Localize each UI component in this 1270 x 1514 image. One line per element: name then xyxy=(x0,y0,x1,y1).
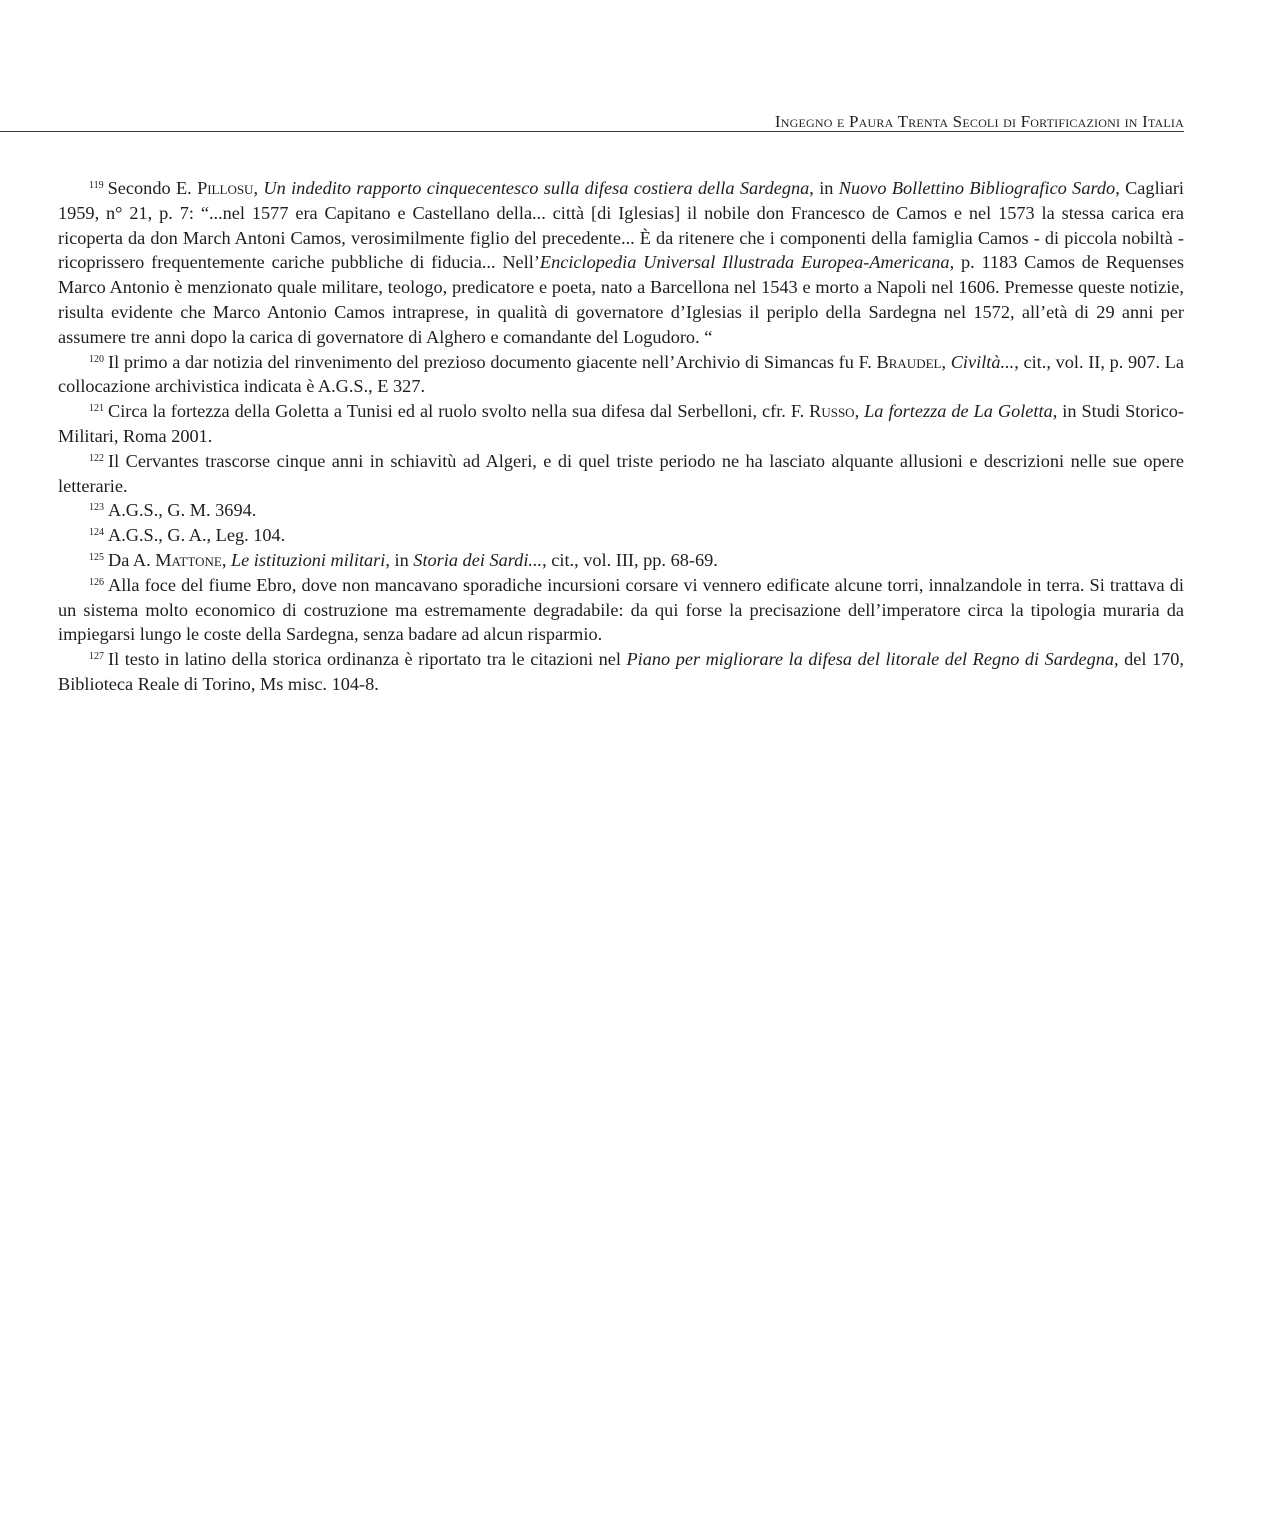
footnote-text: , p. 1183 Camos de Requenses Marco Antonio è menzionato quale militare, teologo, predicatore e poeta, nato a Barcellona nel 1543 e morto a Napoli nel 1606. Premesse queste notizie, risulta evidente che Marco Antonio Camos intraprese, in qualità di governatore d’Iglesias il periplo della Sardegna nel 1572, all’età di 29 anni per assumere tre anni dopo la carica di governatore di Alghero e comandante del Logudoro. “ xyxy=(58,252,1184,347)
footnote-text: , cit., vol. III, pp. 68-69. xyxy=(542,549,718,570)
author-name: Pillosu xyxy=(197,178,254,198)
footnote-120 xyxy=(58,350,1184,400)
footnote-number: 123 xyxy=(89,502,104,514)
footnote-number: 124 xyxy=(89,527,104,539)
footnote-125 xyxy=(58,548,1184,573)
work-title: Enciclopedia Universal Illustrada Europea-Americana xyxy=(539,252,950,273)
footnote-121 xyxy=(58,399,1184,449)
footnote-text: Il Cervantes trascorse cinque anni in schiavitù ad Algeri, e di quel triste periodo ne ha lasciato alquante allusioni e descrizioni nelle sue opere letterarie. xyxy=(58,450,1184,496)
footnote-text: Circa la fortezza della Goletta a Tunisi ed al ruolo svolto nella sua difesa dal Serbelloni, cfr. F. xyxy=(108,401,810,422)
work-title: Le istituzioni militari xyxy=(230,549,386,570)
footnote-text: Secondo E. xyxy=(107,178,198,198)
footnote-text: Da A. xyxy=(108,549,156,570)
footnote-text: , in xyxy=(385,549,414,570)
footnote-text: , in xyxy=(809,178,839,198)
footnote-text: , del 170, Biblioteca Reale di Torino, Ms misc. 104-8. xyxy=(58,649,1184,694)
footnote-text: Alla foce del fiume Ebro, dove non mancavano sporadiche incursioni corsare vi vennero edificate alcune torri, innalzandole in terra. Si trattava di un sistema molto economico di costruzione ma estremamente degradabile: da qui forse la precisazione dell’imperatore circa la tipologia muraria da impiegarsi lungo le coste della Sardegna, senza badare ad alcun risparmio. xyxy=(58,574,1184,645)
work-title: Nuovo Bollettino Bibliografico Sardo xyxy=(838,178,1116,198)
footnote-text: , Cagliari 1959, n° 21, p. 7: “...nel 1577 era Capitano e Castellano della... città [di Iglesias] il nobile don Francesco de Camos e nel 1573 la stessa carica era ricoperta da don March Antoni Camos, verosimilmente figlio del precedente... È da ritenere che i componenti della famiglia Camos - di piccola nobiltà - ricoprissero frequentemente cariche pubbliche di fiducia... Nell’ xyxy=(58,178,1185,273)
footnote-text: , xyxy=(941,351,951,372)
footnote-text: A.G.S., G. A., Leg. 104. xyxy=(108,525,286,546)
work-title: Un indedito rapporto cinquecentesco sulla difesa costiera della Sardegna xyxy=(263,178,810,198)
footnote-text: Il testo in latino della storica ordinanza è riportato tra le citazioni nel xyxy=(108,649,627,670)
footnote-number: 122 xyxy=(89,452,104,464)
work-title: Piano per migliorare la difesa del litorale del Regno di Sardegna xyxy=(626,649,1115,670)
running-title: Ingegno e Paura Trenta Secoli di Fortificazioni in Italia xyxy=(774,112,1184,131)
footnote-text: Il primo a dar notizia del rinvenimento del prezioso documento giacente nell’Archivio di Simancas fu F. xyxy=(108,351,877,372)
page-header xyxy=(0,112,1184,134)
author-name: Braudel xyxy=(876,351,942,372)
footnote-text: , in Studi Storico-Militari, Roma 2001. xyxy=(58,401,1184,446)
author-name: Mattone xyxy=(155,549,222,570)
work-title: La fortezza de La Goletta xyxy=(864,401,1053,422)
work-title: Civiltà... xyxy=(950,351,1015,372)
author-name: Russo xyxy=(809,401,855,422)
footnote-number: 126 xyxy=(89,576,104,588)
footnote-text: A.G.S., G. M. 3694. xyxy=(108,500,257,521)
footnote-text: , xyxy=(253,178,264,198)
footnote-text: , cit., vol. II, p. 907. La collocazione archivistica indicata è A.G.S., E 327. xyxy=(58,351,1184,397)
footnote-number: 119 xyxy=(89,180,104,191)
work-title: Storia dei Sardi... xyxy=(413,549,543,570)
footnote-text: , xyxy=(854,401,865,422)
footnote-124 xyxy=(58,523,1184,548)
footnote-number: 121 xyxy=(89,403,104,415)
footnote-123 xyxy=(58,498,1184,523)
footnote-number: 120 xyxy=(89,353,104,365)
footnote-122 xyxy=(58,449,1184,499)
footnote-126 xyxy=(58,573,1184,647)
footnote-number: 127 xyxy=(89,651,104,663)
footnote-127 xyxy=(58,647,1184,697)
footnote-number: 125 xyxy=(89,551,104,563)
footnotes-list xyxy=(58,176,1184,697)
footnote-119 xyxy=(58,176,1184,350)
footnote-text: , xyxy=(221,549,231,570)
header-rule xyxy=(0,131,1184,132)
